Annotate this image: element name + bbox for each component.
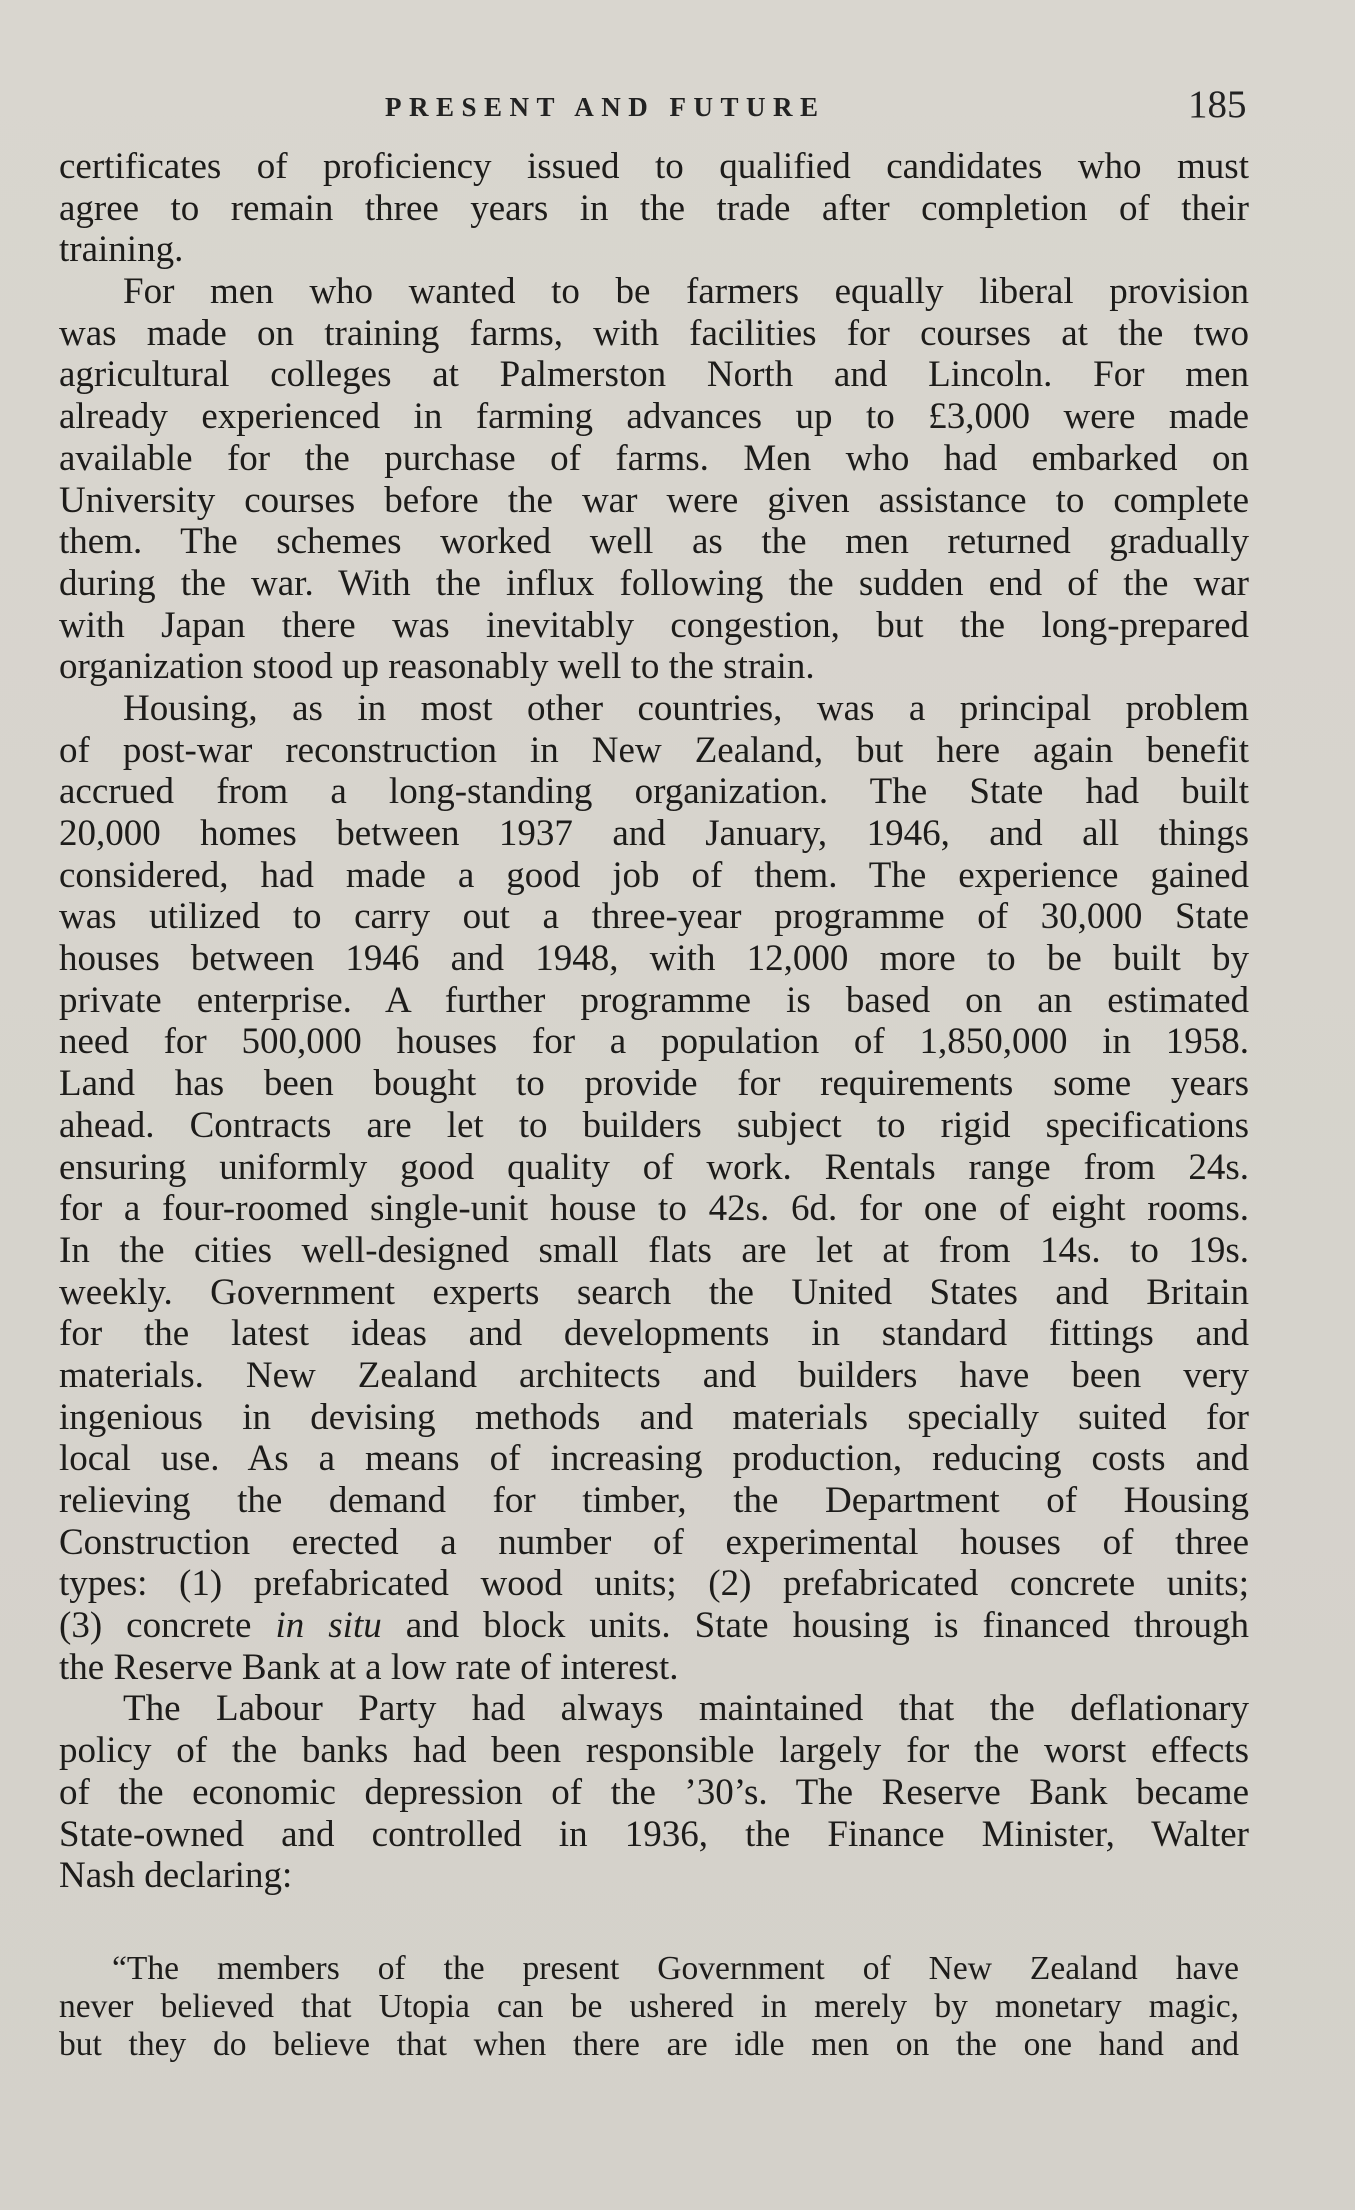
text-line: need for 500,000 houses for a population of 1,850,000 in 1958. — [59, 1021, 1249, 1063]
text-line: during the war. With the influx following the sudden end of the war — [59, 562, 1249, 604]
text-line: local use. As a means of increasing production, reducing costs and — [59, 1438, 1249, 1480]
paragraph — [59, 1688, 1249, 1896]
quote-line: “The members of the present Government of New Zealand have — [112, 1950, 1239, 1987]
paragraph — [59, 688, 1249, 1689]
block-quote — [59, 1950, 1239, 2064]
text-line: available for the purchase of farms. Men who had embarked on — [59, 437, 1249, 479]
paragraph — [59, 146, 1249, 271]
text-line: certificates of proficiency issued to qualified candidates who must — [59, 146, 1249, 187]
text-line: houses between 1946 and 1948, with 12,000 more to be built by — [59, 938, 1249, 980]
text-line: The Labour Party had always maintained that the deflationary — [123, 1688, 1249, 1730]
text-line: Housing, as in most other countries, was a principal problem — [123, 687, 1249, 729]
text-line: of the economic depression of the ’30’s. The Reserve Bank became — [59, 1771, 1249, 1813]
text-line: materials. New Zealand architects and builders have been very — [59, 1354, 1249, 1396]
quote-line: never believed that Utopia can be ushered in merely by monetary magic, — [59, 1988, 1239, 2025]
text-line: relieving the demand for timber, the Department of Housing — [59, 1480, 1249, 1521]
text-line: with Japan there was inevitably congestion, but the long-prepared — [59, 604, 1249, 646]
text-line: was utilized to carry out a three-year programme of 30,000 State — [59, 896, 1249, 938]
text-line: Nash declaring: — [59, 1855, 293, 1897]
text-line: organization stood up reasonably well to the strain. — [59, 646, 815, 688]
text-line: Construction erected a number of experimental houses of three — [59, 1521, 1249, 1563]
text-line: For men who wanted to be farmers equally liberal provision — [123, 271, 1249, 313]
text-line: State-owned and controlled in 1936, the Finance Minister, Walter — [59, 1813, 1249, 1855]
text-line: of post-war reconstruction in New Zealand, but here again benefit — [59, 729, 1249, 771]
text-line: the Reserve Bank at a low rate of interest. — [59, 1646, 679, 1688]
text-line: agricultural colleges at Palmerston North and Lincoln. For men — [59, 354, 1249, 396]
text-line: private enterprise. A further programme is based on an estimated — [59, 979, 1249, 1021]
text-line: 20,000 homes between 1937 and January, 1946, and all things — [59, 813, 1249, 854]
page-number: 185 — [1188, 83, 1247, 126]
text-line: considered, had made a good job of them. The experience gained — [59, 854, 1249, 896]
running-head — [0, 80, 1355, 130]
text-line: accrued from a long-standing organization. The State had built — [59, 771, 1249, 813]
text-line: Land has been bought to provide for requirements some years — [59, 1063, 1249, 1105]
text-line: was made on training farms, with facilities for courses at the two — [59, 312, 1249, 354]
text-line: weekly. Government experts search the United States and Britain — [59, 1271, 1249, 1313]
text-line: them. The schemes worked well as the men returned gradually — [59, 521, 1249, 563]
text-line: (3) concrete in situ and block units. State housing is financed through — [59, 1605, 1249, 1647]
body-text — [59, 146, 1249, 1897]
paragraph — [59, 271, 1249, 688]
text-line: ingenious in devising methods and materials specially suited for — [59, 1396, 1249, 1438]
text-line: for a four-roomed single-unit house to 42s. 6d. for one of eight rooms. — [59, 1188, 1249, 1230]
text-line: ahead. Contracts are let to builders subject to rigid specifications — [59, 1104, 1249, 1146]
text-line: agree to remain three years in the trade after completion of their — [59, 187, 1249, 229]
quote-line: but they do believe that when there are idle men on the one hand and — [59, 2026, 1239, 2063]
text-line: ensuring uniformly good quality of work. Rentals range from 24s. — [59, 1146, 1249, 1188]
text-line: policy of the banks had been responsible largely for the worst effects — [59, 1730, 1249, 1772]
text-line: types: (1) prefabricated wood units; (2) prefabricated concrete units; — [59, 1563, 1249, 1605]
text-line: University courses before the war were given assistance to complete — [59, 479, 1249, 521]
text-line: In the cities well-designed small flats are let at from 14s. to 19s. — [59, 1229, 1249, 1271]
text-line: already experienced in farming advances up to £3,000 were made — [59, 396, 1249, 438]
text-line: training. — [59, 229, 184, 271]
running-title: PRESENT AND FUTURE — [385, 92, 826, 122]
text-line: for the latest ideas and developments in standard fittings and — [59, 1313, 1249, 1355]
